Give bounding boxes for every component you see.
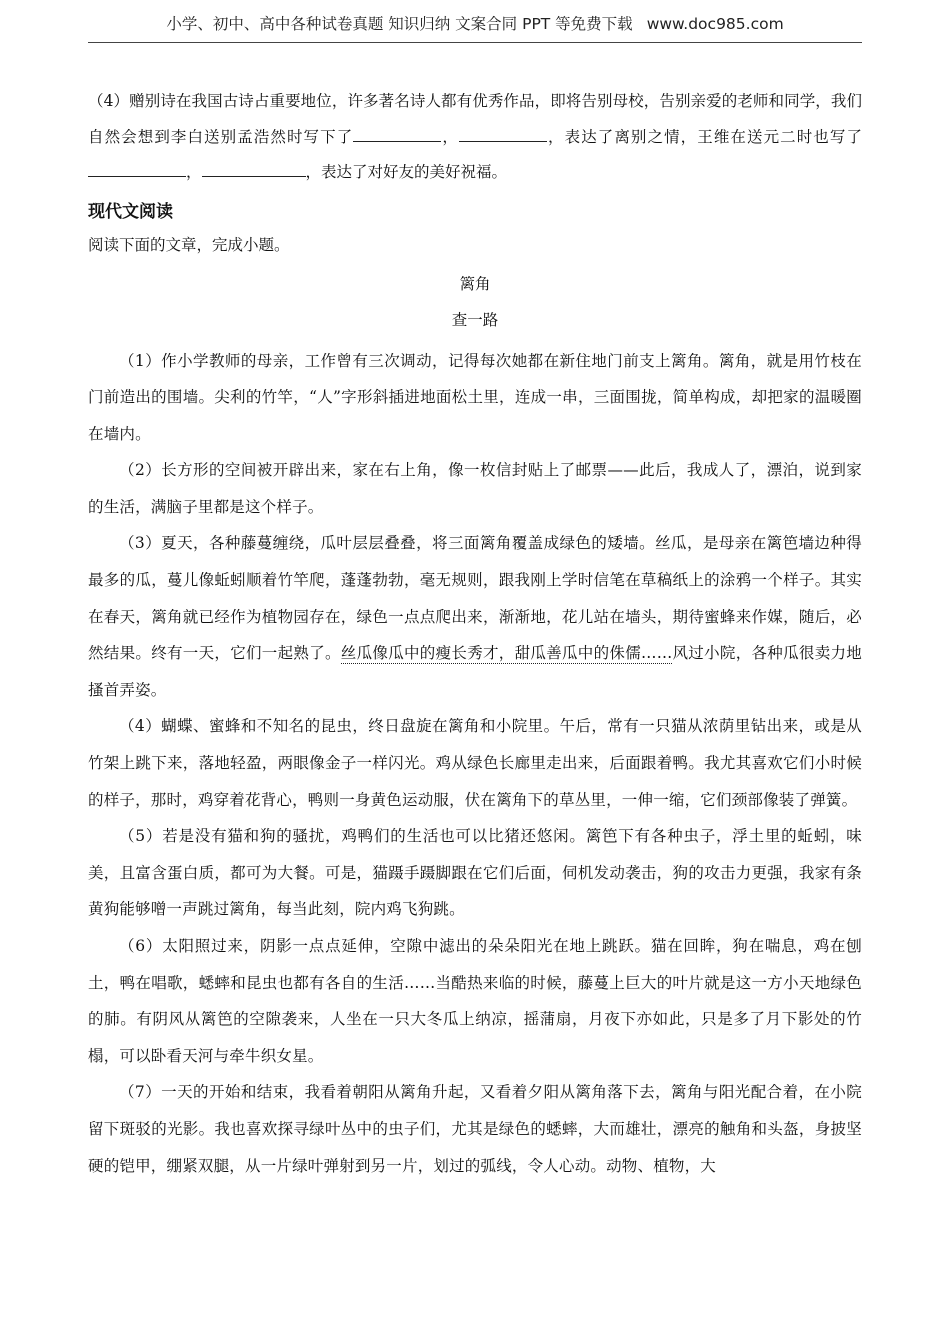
paragraph-3-tail: 风过小院，各种瓜很卖力地搔首弄姿。 — [88, 644, 863, 699]
section-title: 现代文阅读 — [88, 201, 173, 222]
document-body — [88, 84, 862, 1184]
question-4-sep-1: ， — [441, 127, 459, 146]
answer-blank-1[interactable] — [353, 123, 441, 142]
paragraph-4: （4）蝴蝶、蜜蜂和不知名的昆虫，终日盘旋在篱角和小院里。午后，常有一只猫从浓荫里钻出来，或是从竹架上跳下来，落地轻盈，两眼像金子一样闪光。鸡从绿色长廊里走出来，后面跟着鸭。我尤其喜欢它们小时候的样子，那时，鸡穿着花背心，鸭则一身黄色运动服，伏在篱角下的草丛里，一伸一缩，它们颈部像装了弹簧。 — [88, 717, 862, 809]
header-url[interactable]: www.doc985.com — [646, 15, 784, 33]
paragraph-2: （2）长方形的空间被开辟出来，家在右上角，像一枚信封贴上了邮票——此后，我成人了，漂泊，说到家的生活，满脑子里都是这个样子。 — [88, 461, 862, 516]
question-4-text-3: ，表达了对好友的美好祝福。 — [305, 163, 508, 181]
answer-blank-4[interactable] — [202, 158, 306, 177]
paragraph-5: （5）若是没有猫和狗的骚扰，鸡鸭们的生活也可以比猪还悠闲。篱笆下有各种虫子，浮土里的蚯蚓，味美，且富含蛋白质，都可为大餐。可是，猫蹑手蹑脚跟在它们后面，伺机发动袭击，狗的攻击力更强，我家有条黄狗能够噌一声跳过篱角，每当此刻，院内鸡飞狗跳。 — [88, 827, 862, 919]
question-4-text-2: ，表达了离别之情，王维在送元二时也写了 — [546, 127, 862, 146]
page-header — [0, 12, 950, 34]
paragraph-3 — [88, 525, 862, 708]
paragraph-6: （6）太阳照过来，阴影一点点延伸，空隙中滤出的朵朵阳光在地上跳跃。猫在回眸，狗在喘息，鸡在刨土，鸭在唱歌，蟋蟀和昆虫也都有各自的生活……当酷热来临的时候，藤蔓上巨大的叶片就是这一方小天地绿色的肺。有阴风从篱笆的空隙袭来，人坐在一只大冬瓜上纳凉，摇蒲扇，月夜下亦如此，只是多了月下影处的竹榻，可以卧看天河与牵牛织女星。 — [88, 937, 862, 1065]
section-instruction: 阅读下面的文章，完成小题。 — [88, 235, 290, 254]
question-4-text-1: （4）赠别诗在我国古诗占重要地位，许多著名诗人都有优秀作品，即将告别母校，告别亲爱的老师和同学，我们自然会想到李白送别孟浩然时写下了 — [88, 92, 862, 146]
answer-blank-3[interactable] — [88, 158, 186, 177]
article-author: 查一路 — [451, 310, 499, 329]
answer-blank-2[interactable] — [459, 123, 547, 142]
article-title: 篱角 — [459, 274, 491, 293]
article-body — [88, 343, 862, 1185]
underlined-sentence: 丝瓜像瓜中的瘦长秀才，甜瓜善瓜中的侏儒…… — [340, 644, 673, 663]
paragraph-3-text: （3）夏天，各种藤蔓缠绕，瓜叶层层叠叠，将三面篱角覆盖成绿色的矮墙。丝瓜，是母亲在篱笆墙边种得最多的瓜，蔓儿像蚯蚓顺着竹竿爬，蓬蓬勃勃，毫无规则，跟我刚上学时信笔在草稿纸上的涂鸦一个样子。其实在春天，篱角就已经作为植物园存在，绿色一点点爬出来，渐渐地，花儿站在墙头，期待蜜蜂来作媒，随后，必然结果。终有一天，它们一起熟了。 — [88, 534, 862, 663]
header-text: 小学、初中、高中各种试卷真题 知识归纳 文案合同 PPT 等免费下载 — [166, 15, 633, 33]
question-4-sep-2: ， — [186, 163, 202, 181]
paragraph-7: （7）一天的开始和结束，我看着朝阳从篱角升起，又看着夕阳从篱角落下去，篱角与阳光配合着，在小院留下斑驳的光影。我也喜欢探寻绿叶丛中的虫子们，尤其是绿色的蟋蟀，大而雄壮，漂亮的触角和头盔，身披坚硬的铠甲，绷紧双腿，从一片绿叶弹射到另一片，划过的弧线，令人心动。动物、植物，大 — [88, 1083, 862, 1175]
paragraph-1: （1）作小学教师的母亲，工作曾有三次调动，记得每次她都在新住地门前支上篱角。篱角，就是用竹枝在门前造出的围墙。尖利的竹竿，“人”字形斜插进地面松土里，连成一串，三面围拢，简单构成，却把家的温暖圈在墙内。 — [88, 351, 862, 443]
header-divider — [88, 42, 862, 43]
question-4 — [88, 84, 862, 191]
